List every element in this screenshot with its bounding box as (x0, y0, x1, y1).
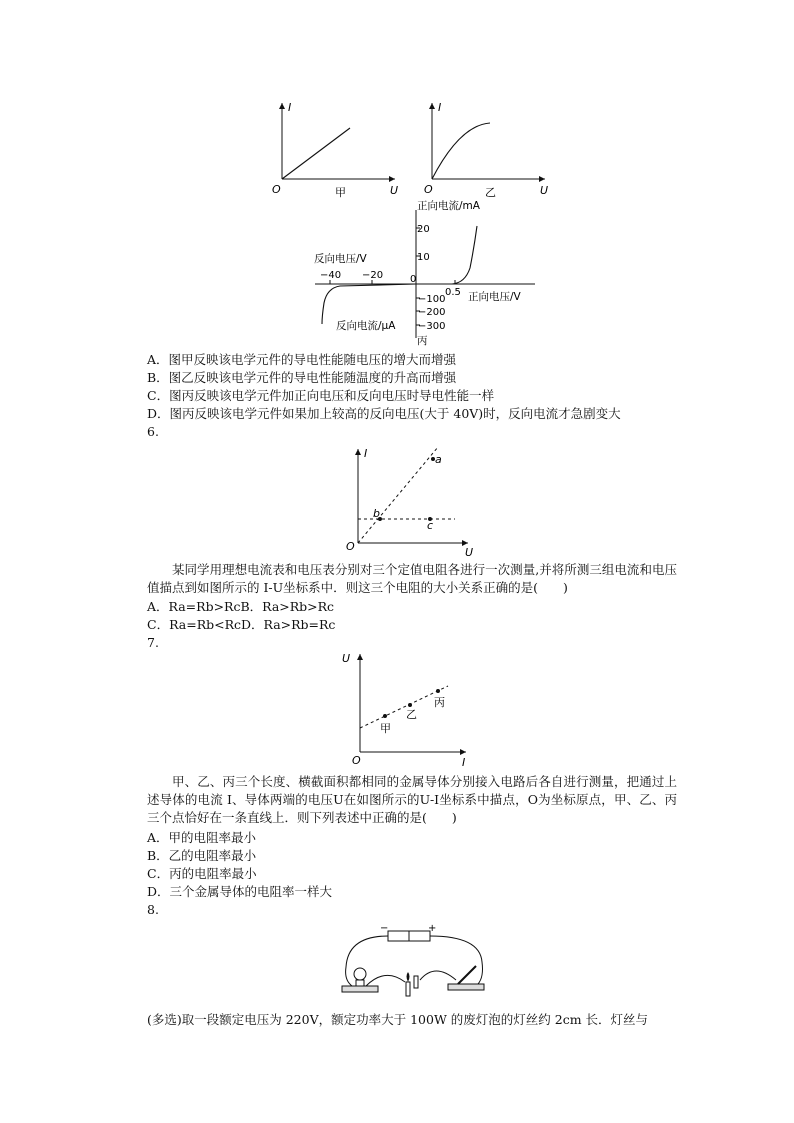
label-a: a (435, 453, 442, 466)
figure-yi (420, 95, 560, 205)
figure-bing (300, 198, 550, 348)
q7-option-d: D．三个金属导体的电阻率一样大 (147, 884, 333, 899)
candle-icon (406, 982, 410, 996)
y-label: I (364, 447, 368, 460)
origin-label: O (352, 754, 361, 766)
battery-plus: + (428, 923, 437, 934)
linear-curve (282, 128, 350, 179)
forward-voltage-label: 正向电压/V (468, 291, 521, 303)
tick-label: −200 (418, 307, 446, 318)
dashed-line-oa (358, 447, 438, 543)
reverse-voltage-label: 反向电压/V (314, 253, 367, 265)
x-axis-arrow-icon (389, 176, 395, 182)
label-b: b (373, 507, 380, 520)
y-axis-arrow-icon (279, 103, 285, 109)
q5-option-d: D．图丙反映该电学元件如果加上较高的反向电压(大于 40V)时，反向电流才急剧变大 (147, 406, 621, 421)
y-axis-arrow-icon (355, 449, 361, 455)
wire-left (346, 936, 388, 986)
q7-number: 7. (147, 635, 159, 650)
figure-q8-circuit (330, 922, 495, 1004)
x-label: U (390, 184, 399, 197)
figure-q7 (340, 648, 490, 766)
point-jia (383, 714, 387, 718)
y-label: I (438, 101, 442, 114)
flame-icon (407, 972, 410, 982)
caption: 丙 (417, 335, 428, 347)
q7-option-a: A．甲的电阻率最小 (147, 830, 257, 845)
wire-switch (420, 971, 456, 980)
label-bing: 丙 (434, 696, 445, 709)
x-label: U (540, 184, 549, 197)
q6-option-ab: A．Ra=Rb>RcB．Ra>Rb>Rc (147, 599, 335, 614)
q7-option-c: C．丙的电阻率最小 (147, 866, 257, 881)
tick-label: 10 (417, 252, 430, 263)
x-axis-arrow-icon (460, 749, 466, 755)
caption: 甲 (335, 186, 346, 199)
q5-option-a: A．图甲反映该电学元件的导电性能随电压的增大而增强 (147, 352, 457, 367)
caption: 乙 (485, 186, 496, 199)
q6-option-cd: C．Ra=Rb<RcD．Ra>Rb=Rc (147, 617, 336, 632)
switch-lever (458, 966, 476, 984)
point-bing (436, 689, 440, 693)
q5-option-c: C．图丙反映该电学元件加正向电压和反向电压时导电性能一样 (147, 388, 495, 403)
label-c: c (427, 519, 434, 532)
label-yi: 乙 (406, 708, 417, 721)
tick-label: −300 (418, 321, 446, 332)
figure-jia (270, 95, 410, 205)
y-label: U (342, 652, 351, 665)
x-label: I (462, 756, 466, 766)
figure-q6 (340, 443, 490, 561)
q6-number: 6. (147, 424, 159, 439)
origin-label: O (424, 183, 433, 196)
wire-right (430, 936, 483, 984)
wire-middle (366, 975, 405, 986)
y-label: I (288, 101, 292, 114)
origin-label: O (346, 540, 355, 553)
x-axis-arrow-icon (539, 176, 545, 182)
lamp-base (342, 986, 378, 992)
q8-number: 8. (147, 902, 159, 917)
lamp-icon (354, 968, 366, 980)
point-yi (408, 703, 412, 707)
tick-label: 20 (417, 224, 430, 235)
origin-label: O (272, 183, 281, 196)
q7-option-b: B．乙的电阻率最小 (147, 848, 257, 863)
q7-stem: 甲、乙、丙三个长度、横截面积都相同的金属导体分别接入电路后各自进行测量，把通过上述导体的电流 I、导体两端的电压U在如图所示的U-I坐标系中描点，O为坐标原点，甲、乙、丙三个点恰好在一条直线上．则下列表述中正确的是( ) (147, 774, 677, 825)
tick-label: −100 (418, 294, 446, 305)
tick-label: −20 (362, 270, 384, 281)
q8-stem: (多选)取一段额定电压为 220V，额定功率大于 100W 的废灯泡的灯丝约 2cm 长．灯丝与 (147, 1012, 649, 1027)
q6-stem: 某同学用理想电流表和电压表分别对三个定值电阻各进行一次测量,并将所测三组电流和电压值描点到如图所示的 I-U坐标系中．则这三个电阻的大小关系正确的是( ) (147, 562, 677, 595)
y-axis-arrow-icon (429, 103, 435, 109)
y-axis-arrow-icon (357, 654, 363, 660)
tick-label: −40 (320, 270, 342, 281)
forward-current-title: 正向电流/mA (417, 200, 480, 212)
tick-label: 0.5 (445, 287, 461, 298)
tick-label: 0 (410, 274, 417, 285)
saturating-curve (432, 123, 490, 179)
reverse-current-label: 反向电流/μA (336, 320, 396, 332)
switch-base (448, 984, 484, 990)
label-jia: 甲 (380, 722, 391, 735)
battery-minus: − (380, 923, 389, 934)
x-label: U (465, 546, 474, 559)
q5-option-b: B．图乙反映该电学元件的导电性能随温度的升高而增强 (147, 370, 457, 385)
reverse-curve (322, 284, 416, 324)
